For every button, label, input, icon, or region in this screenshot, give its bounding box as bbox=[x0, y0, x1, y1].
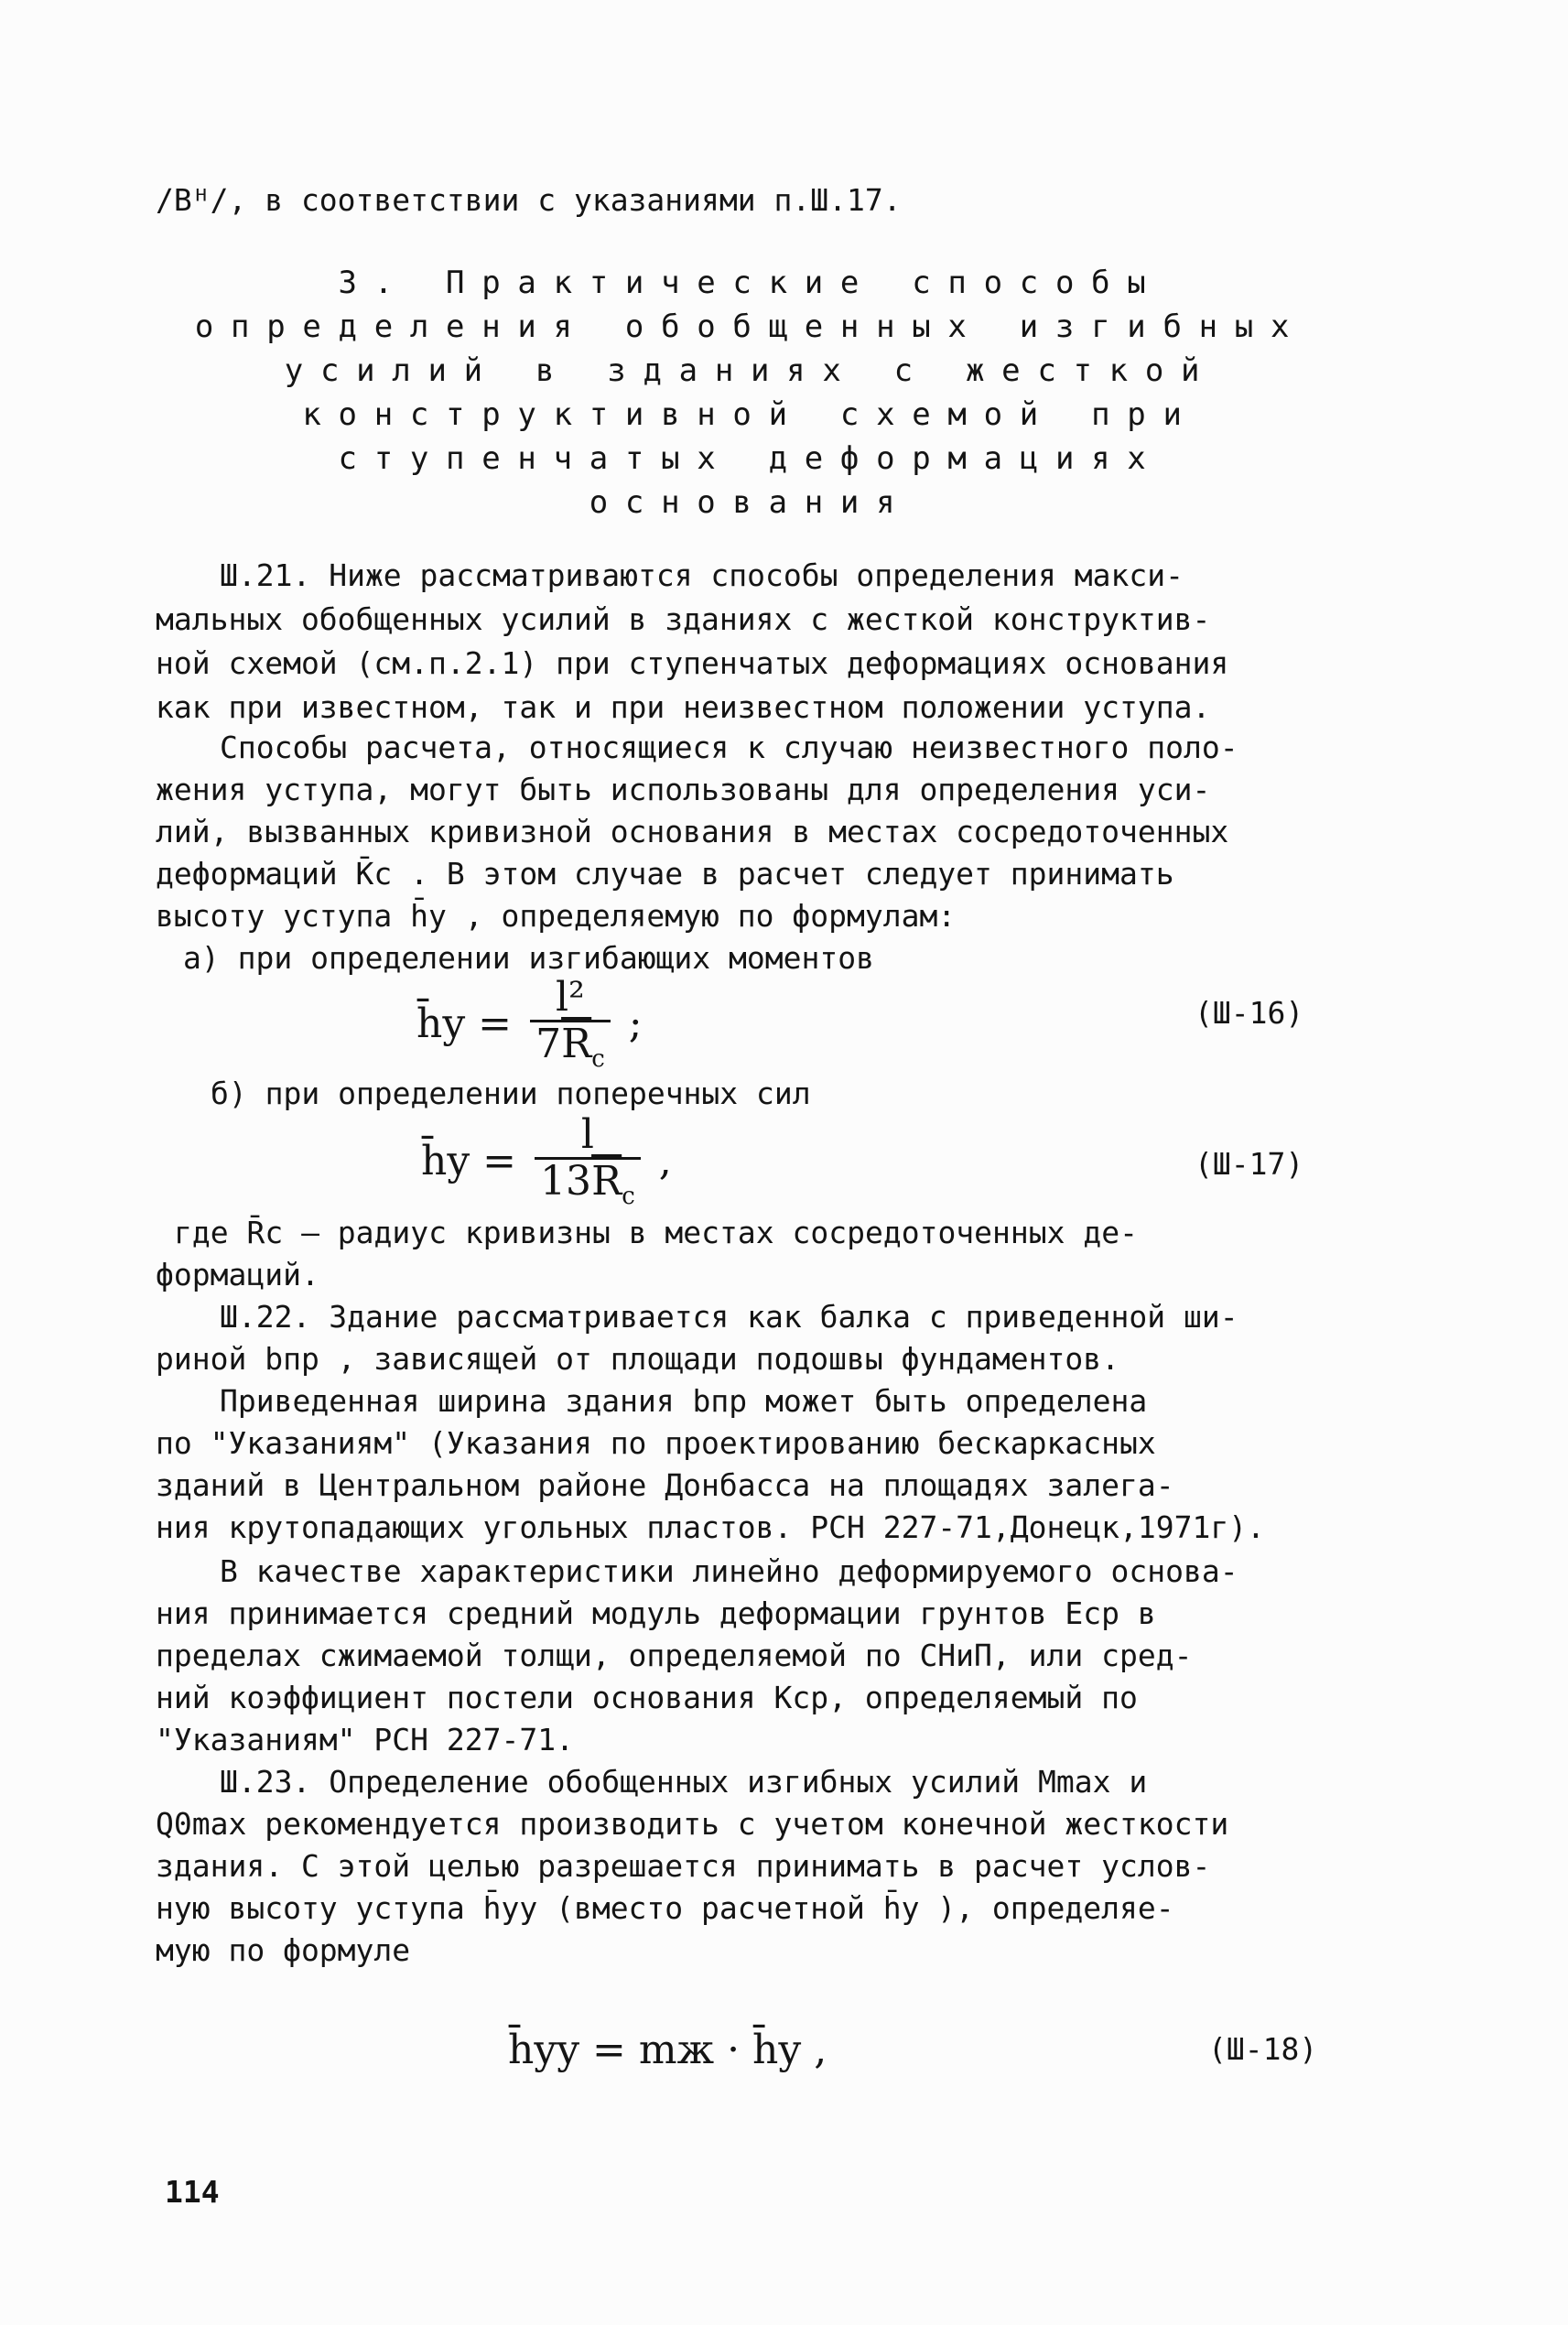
text-line: как при известном, так и при неизвестном положении уступа. bbox=[156, 689, 1211, 725]
formula-punct: , bbox=[658, 1137, 672, 1184]
text-line: ния принимается средний модуль деформации грунтов Eср в bbox=[156, 1595, 1156, 1631]
text-line: формаций. bbox=[156, 1257, 319, 1292]
heading-line: 3. Практические способы bbox=[338, 265, 1163, 301]
text-line: здания. С этой целью разрешается принимать в расчет услов- bbox=[156, 1848, 1211, 1884]
formula-lhs: h̄y = bbox=[421, 1137, 517, 1184]
text-line: ний коэффициент постели основания Kср, определяемый по bbox=[156, 1680, 1138, 1715]
text-line: "Указаниям" РСН 227-71. bbox=[156, 1722, 574, 1757]
text-line: В качестве характеристики линейно деформируемого основа- bbox=[220, 1553, 1238, 1589]
heading-line: конструктивной схемой при bbox=[302, 396, 1199, 433]
text-line: пределах сжимаемой толщи, определяемой по СНиП, или сред- bbox=[156, 1638, 1193, 1673]
text-line: Ш.23. Определение обобщенных изгибных усилий Mmax и bbox=[220, 1764, 1148, 1800]
text-line: по "Указаниям" (Указания по проектированию бескаркасных bbox=[156, 1425, 1156, 1461]
heading-line: ступенчатых деформациях bbox=[338, 440, 1163, 477]
formula-body: h̄yy = mж · h̄y , bbox=[508, 2027, 827, 2073]
text-line: деформаций K̄c . В этом случае в расчет следует принимать bbox=[156, 856, 1174, 892]
text-line: риной bпр , зависящей от площади подошвы фундаментов. bbox=[156, 1341, 1119, 1377]
text-line: Ш.22. Здание рассматривается как балка с приведенной ши- bbox=[220, 1299, 1238, 1335]
equation-number: (Ш-16) bbox=[1195, 995, 1304, 1031]
denominator: $7\overline{R}_c$ bbox=[535, 1021, 605, 1073]
formula-lhs: h̄y = bbox=[416, 1000, 513, 1047]
page-number: 114 bbox=[165, 2174, 220, 2210]
text-line: жения уступа, могут быть использованы для определения уси- bbox=[156, 772, 1211, 807]
fraction bbox=[530, 974, 611, 1073]
text-line: Ш.21. Ниже рассматриваются способы определения макси- bbox=[220, 557, 1184, 593]
equation-number: (Ш-18) bbox=[1208, 2031, 1318, 2067]
text-line: мую по формуле bbox=[156, 1932, 411, 1968]
formula-punct: ; bbox=[628, 1000, 643, 1047]
text-line: зданий в Центральном районе Донбасса на площадях залега- bbox=[156, 1467, 1174, 1503]
numerator: l bbox=[535, 1115, 641, 1160]
heading-line: усилий в зданиях с жесткой bbox=[284, 352, 1217, 389]
text-line: а) при определении изгибающих моментов bbox=[183, 940, 874, 976]
heading-line: основания bbox=[589, 484, 913, 521]
denominator: $13\overline{R}_c$ bbox=[540, 1158, 635, 1210]
text-line: Q0max рекомендуется производить с учетом конечной жесткости bbox=[156, 1806, 1229, 1842]
equation-number: (Ш-17) bbox=[1195, 1146, 1304, 1182]
heading-line: определения обобщенных изгибных bbox=[194, 308, 1307, 345]
fraction bbox=[535, 1111, 641, 1210]
text-line: ния крутопадающих угольных пластов. РСН 227-71,Донецк,1971г). bbox=[156, 1509, 1265, 1545]
text-line: Приведенная ширина здания bпр может быть определена bbox=[220, 1383, 1148, 1419]
text-line: высоту уступа h̄y , определяемую по формулам: bbox=[156, 898, 957, 934]
text-line: лий, вызванных кривизной основания в местах сосредоточенных bbox=[156, 814, 1229, 849]
top-line: /Bᴴ/, в соответствии с указаниями п.Ш.17. bbox=[156, 182, 902, 218]
text-line: мальных обобщенных усилий в зданиях с жесткой конструктив- bbox=[156, 601, 1211, 637]
text-line: б) при определении поперечных сил bbox=[211, 1076, 811, 1111]
text-line: ную высоту уступа h̄yy (вместо расчетной h̄y ), определяе- bbox=[156, 1890, 1174, 1926]
text-line: ной схемой (см.п.2.1) при ступенчатых деформациях основания bbox=[156, 645, 1229, 681]
numerator: l² bbox=[530, 978, 611, 1022]
text-line: Способы расчета, относящиеся к случаю неизвестного поло- bbox=[220, 730, 1238, 765]
text-line: где R̄c – радиус кривизны в местах сосредоточенных де- bbox=[174, 1215, 1138, 1250]
